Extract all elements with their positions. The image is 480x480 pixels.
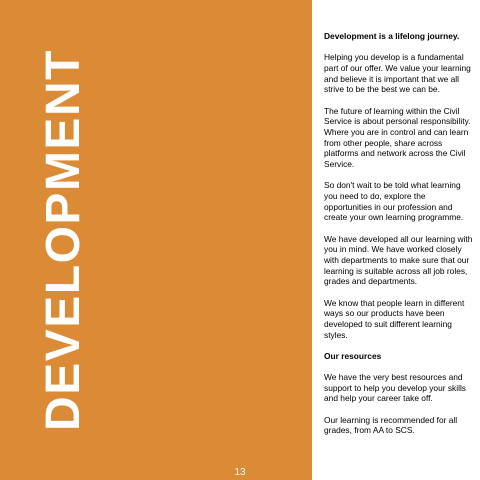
paragraph: The future of learning within the Civil Service is about personal responsibility. Where you are in control and can learn from other people, share across platforms and network across the Civil Service.: [324, 105, 471, 170]
paragraph: Helping you develop is a fundamental part of our offer. We value your learning and believe it is important that we all strive to be the best we can be.: [324, 52, 471, 95]
paragraph: We know that people learn in different ways so our products have been developed to suit different learning styles.: [324, 297, 465, 340]
vertical-section-title: DEVELOPMENT: [37, 49, 90, 431]
page-number: 13: [234, 467, 246, 478]
resources-paragraph: Our learning is recommended for all grades, from AA to SCS.: [324, 414, 458, 436]
body-text-column: [324, 31, 474, 447]
resources-paragraph: We have the very best resources and support to help you develop your skills and help your career take off.: [324, 372, 466, 404]
intro-heading: Development is a lifelong journey.: [324, 31, 460, 41]
paragraph: So don't wait to be told what learning you need to do, explore the opportunities in our profession and create your own learning programme.: [324, 180, 464, 223]
paragraph: We have developed all our learning with you in mind. We have worked closely with departments to make sure that our learning is suitable across all job roles, grades and departments.: [324, 233, 473, 287]
resources-heading: Our resources: [324, 350, 382, 361]
